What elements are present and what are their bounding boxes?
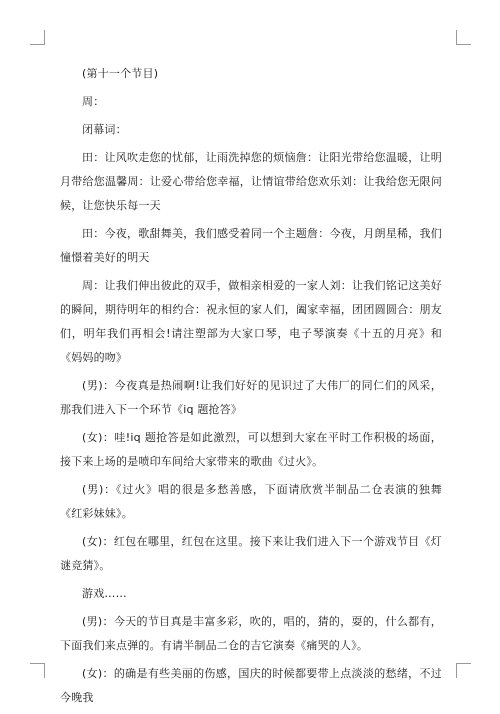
paragraph: 田：今夜，歌甜舞美，我们感受着同一个主题詹：今夜，月朗星稀，我们憧憬着美好的明天	[60, 227, 442, 264]
paragraph: 田：让风吹走您的忧郁，让雨洗掉您的烦恼詹：让阳光带给您温暖，让明月带给您温馨周：让爱心带给您幸福，让情谊带给您欢乐刘：让我给您无限问候，让您快乐每一天	[60, 151, 442, 212]
paragraph: 周：	[82, 95, 105, 108]
paragraph: (第十一个节目)	[82, 67, 159, 80]
document-body	[60, 62, 442, 714]
paragraph: (男)：今天的节目真是丰富多彩，吹的，唱的，猜的，耍的，什么都有，下面我们来点弹的。有请半制品二仓的吉它演奏《痛哭的人》。	[60, 615, 442, 652]
paragraph: 周：让我们伸出彼此的双手，做相亲相爱的一家人刘：让我们铭记这美好的瞬间，期待明年的相约合：祝永恒的家人们，阖家幸福，团团圆圆合：朋友们，明年我们再相会!请注塑部为大家口琴，电子琴演奏《十五的月亮》和《妈妈的吻》	[60, 279, 442, 364]
paragraph: (女)：哇!iq 题抢答是如此激烈，可以想到大家在平时工作积极的场面，接下来上场的是喷印车间给大家带来的歌曲《过火》。	[60, 431, 442, 468]
paragraph: (男)：《过火》唱的很是多愁善感，下面请欣赏半制品二仓表演的独舞《红彩妹妹》。	[60, 483, 442, 520]
crop-mark-top-right	[456, 30, 471, 45]
paragraph: 闭幕词：	[82, 123, 127, 136]
crop-mark-top-left	[30, 30, 45, 45]
crop-mark-bottom-left	[30, 663, 45, 678]
paragraph: (男)：今夜真是热闹啊!让我们好好的见识过了大伟厂的同仁们的风采，那我们进入下一个环节《iq 题抢答》	[60, 379, 442, 416]
paragraph: (女)：红包在哪里，红包在这里。接下来让我们进入下一个游戏节目《灯谜竞猜》。	[60, 535, 442, 572]
crop-mark-bottom-right	[456, 663, 471, 678]
paragraph: (女)：的确是有些美丽的伤感，国庆的时候都要带上点淡淡的愁绪，不过今晚我	[60, 667, 442, 704]
paragraph: 游戏……	[82, 587, 127, 600]
